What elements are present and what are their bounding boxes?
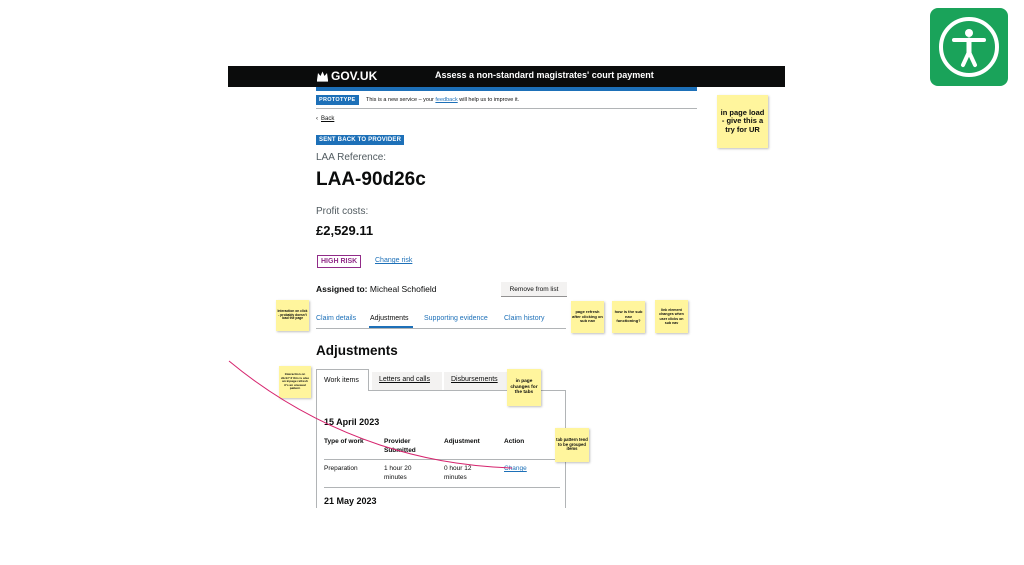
status-tag: SENT BACK TO PROVIDER <box>316 135 404 145</box>
table-cell-adjustment: 0 hour 12 minutes <box>444 465 472 481</box>
profit-costs-value: £2,529.11 <box>316 223 374 238</box>
sticky-note-tab-pattern: tab pattern tend to be grouped items <box>555 428 589 462</box>
back-chevron-icon: ‹ <box>316 116 318 122</box>
table-date-heading-2: 21 May 2023 <box>324 496 377 506</box>
change-risk-link[interactable]: Change risk <box>375 257 413 264</box>
laa-reference-value: LAA-90d26c <box>316 169 426 190</box>
page-heading: Adjustments <box>316 343 398 358</box>
table-cell-provider-submitted: 1 hour 20 minutes <box>384 465 412 481</box>
subnav-claim-history[interactable]: Claim history <box>504 315 545 322</box>
phase-text-after: will help us to improve it. <box>457 97 520 103</box>
sticky-note-link-element-changes: link element changes when user clicks on sub nav <box>655 300 688 333</box>
phase-tag: PROTOTYPE <box>316 95 359 105</box>
sticky-note-in-page-changes: in page changes for the tabs <box>507 369 541 406</box>
subnav-claim-details[interactable]: Claim details <box>316 315 357 322</box>
table-header-action: Action <box>504 438 525 445</box>
table-date-heading: 15 April 2023 <box>324 417 380 427</box>
subnav-supporting-evidence[interactable]: Supporting evidence <box>424 315 488 322</box>
phase-text-before: This is a new service – your <box>366 97 436 103</box>
service-name[interactable]: Assess a non-standard magistrates' court payment <box>435 70 654 80</box>
tab-disbursements-label: Disbursements <box>451 376 498 383</box>
change-adjustment-link[interactable]: Change <box>504 465 527 472</box>
laa-reference-label: LAA Reference: <box>316 152 387 163</box>
tab-work-items-label: Work items <box>324 377 359 384</box>
sticky-note-sub-nav-functioning: how is the sub nav functioning? <box>612 301 645 333</box>
table-cell-type-of-work: Preparation <box>324 465 358 472</box>
tab-work-items[interactable] <box>316 369 369 391</box>
sticky-note-interaction-on-click: Interaction on click - probably doesn't load the page <box>276 300 309 331</box>
sticky-note-unusual-pattern: Interaction on click? if this is also an inpage refresh it's an unusual pattern <box>279 366 311 398</box>
tab-letters-and-calls-label: Letters and calls <box>379 376 430 383</box>
govuk-logo[interactable]: GOV.UK <box>331 69 378 83</box>
back-link-label: Back <box>321 116 335 122</box>
sticky-note-in-page-load: in page load - give this a try for UR <box>717 95 768 148</box>
subnav-adjustments[interactable]: Adjustments <box>370 315 409 322</box>
remove-from-list-button[interactable]: Remove from list <box>501 282 567 296</box>
table-header-adjustment: Adjustment <box>444 438 480 445</box>
table-header-provider-submitted: Provider Submitted <box>384 438 416 454</box>
table-header-type-of-work: Type of work <box>324 438 364 445</box>
assigned-to-label: Assigned to: <box>316 284 368 294</box>
sticky-note-page-refresh: page refresh after clicking on sub nav <box>571 301 604 333</box>
risk-tag: HIGH RISK <box>317 255 361 268</box>
feedback-link[interactable]: feedback <box>435 97 458 103</box>
profit-costs-label: Profit costs: <box>316 206 369 217</box>
assignee-name: Micheal Schofield <box>369 284 437 294</box>
